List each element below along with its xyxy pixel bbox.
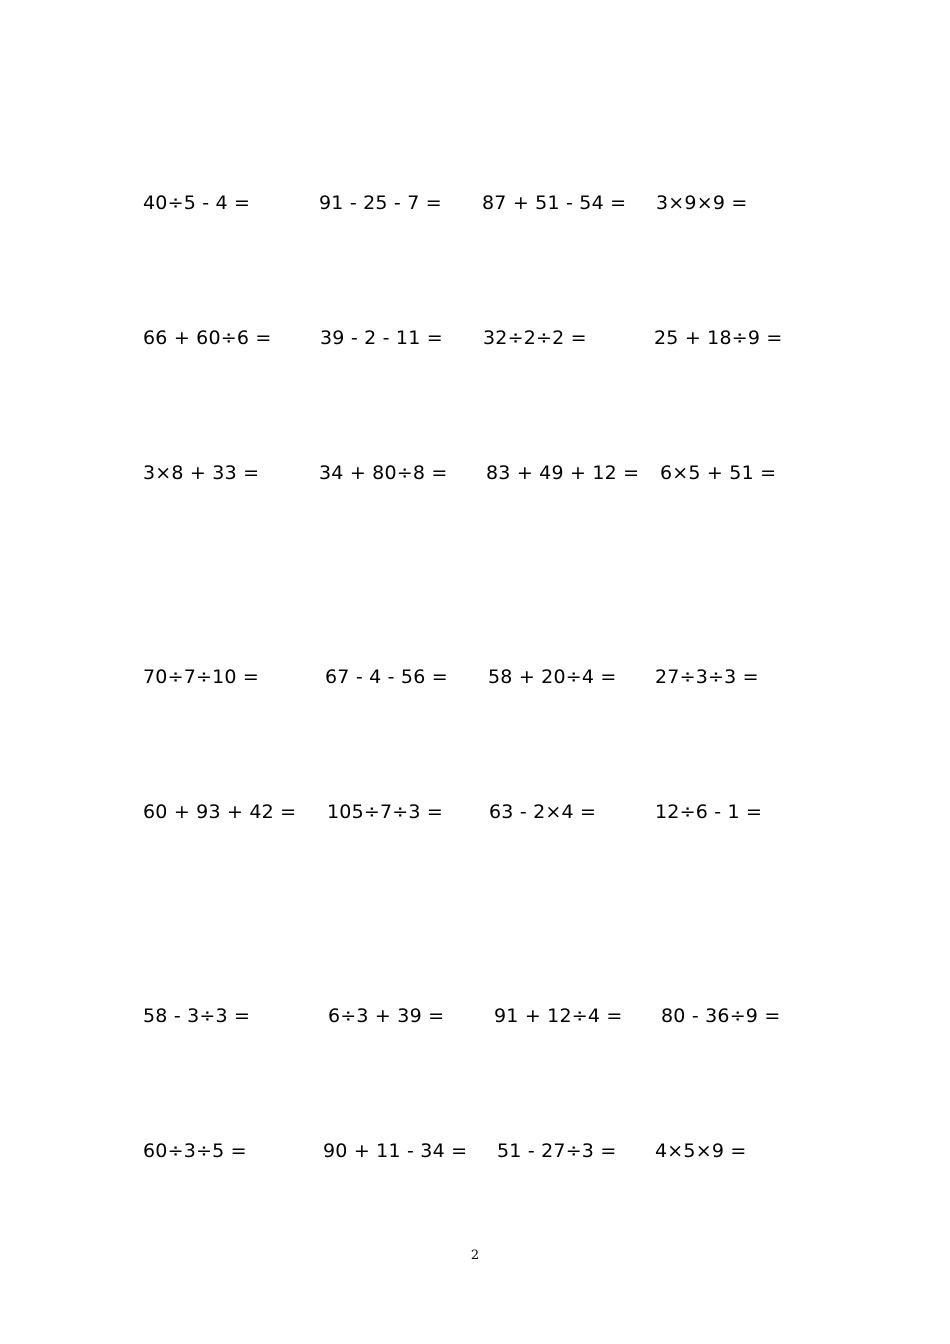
problem-r4-c4: 27÷3÷3 = bbox=[655, 666, 759, 688]
problem-r1-c2: 91 - 25 - 7 = bbox=[319, 192, 442, 214]
problem-r1-c4: 3×9×9 = bbox=[656, 192, 748, 214]
problem-r3-c1: 3×8 + 33 = bbox=[143, 462, 260, 484]
problem-r4-c1: 70÷7÷10 = bbox=[143, 666, 260, 688]
problem-r4-c2: 67 - 4 - 56 = bbox=[325, 666, 448, 688]
problem-r3-c3: 83 + 49 + 12 = bbox=[486, 462, 640, 484]
problem-r5-c2: 105÷7÷3 = bbox=[327, 801, 444, 823]
page-number: 2 bbox=[470, 1248, 480, 1263]
problem-r7-c3: 51 - 27÷3 = bbox=[497, 1140, 617, 1162]
problem-r5-c1: 60 + 93 + 42 = bbox=[143, 801, 297, 823]
problem-r2-c1: 66 + 60÷6 = bbox=[143, 327, 272, 349]
problem-r3-c2: 34 + 80÷8 = bbox=[319, 462, 448, 484]
problem-r3-c4: 6×5 + 51 = bbox=[660, 462, 777, 484]
problem-r5-c3: 63 - 2×4 = bbox=[489, 801, 597, 823]
problem-r4-c3: 58 + 20÷4 = bbox=[488, 666, 617, 688]
problem-r6-c2: 6÷3 + 39 = bbox=[328, 1005, 445, 1027]
problem-r6-c1: 58 - 3÷3 = bbox=[143, 1005, 251, 1027]
problem-r1-c3: 87 + 51 - 54 = bbox=[482, 192, 627, 214]
problem-r7-c1: 60÷3÷5 = bbox=[143, 1140, 247, 1162]
problem-r5-c4: 12÷6 - 1 = bbox=[655, 801, 763, 823]
problem-r7-c4: 4×5×9 = bbox=[655, 1140, 747, 1162]
problem-r2-c3: 32÷2÷2 = bbox=[483, 327, 587, 349]
problem-r2-c2: 39 - 2 - 11 = bbox=[320, 327, 443, 349]
problem-r6-c4: 80 - 36÷9 = bbox=[661, 1005, 781, 1027]
problem-r7-c2: 90 + 11 - 34 = bbox=[323, 1140, 468, 1162]
problem-r2-c4: 25 + 18÷9 = bbox=[654, 327, 783, 349]
problem-r1-c1: 40÷5 - 4 = bbox=[143, 192, 251, 214]
problem-r6-c3: 91 + 12÷4 = bbox=[494, 1005, 623, 1027]
